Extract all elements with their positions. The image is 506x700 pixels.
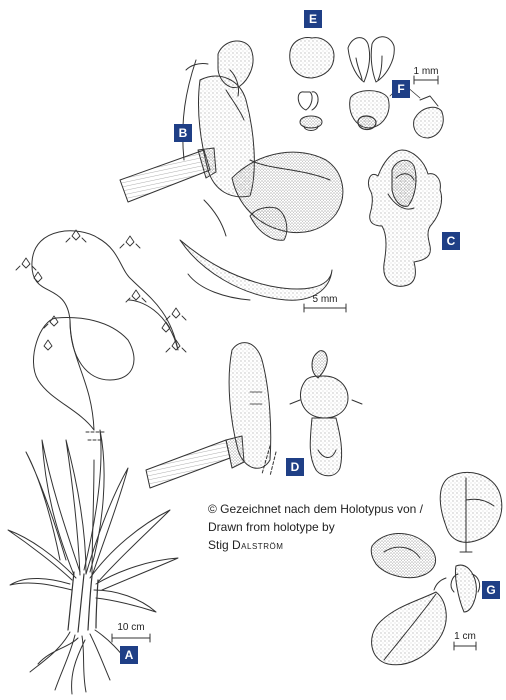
credit-line-1: © Gezeichnet nach dem Holotypus von / [208, 502, 423, 516]
credit-surname: Dalström [232, 538, 284, 552]
scale-label-5mm: 5 mm [312, 294, 338, 305]
credit-line-3 [208, 536, 448, 554]
petal-detail-drawing [290, 38, 334, 131]
figure-label-c: C [442, 232, 460, 250]
credit-line-2: Drawn from holotype by [208, 520, 335, 534]
flower-side-view-drawing [120, 41, 343, 300]
lip-drawing [368, 150, 441, 286]
plant-habit-drawing [8, 230, 186, 694]
scale-label-1mm: 1 mm [413, 66, 439, 77]
figure-label-d: D [286, 458, 304, 476]
credit-first-name: Stig [208, 538, 233, 552]
figure-label-e: E [304, 10, 322, 28]
drawing-credit [208, 500, 448, 554]
figure-label-b: B [174, 124, 192, 142]
figure-label-g: G [482, 581, 500, 599]
scale-label-10cm: 10 cm [117, 622, 145, 633]
column-and-disc-drawing [146, 343, 362, 488]
figure-label-a: A [120, 646, 138, 664]
figure-label-f: F [392, 80, 410, 98]
scale-label-1cm: 1 cm [454, 631, 476, 642]
